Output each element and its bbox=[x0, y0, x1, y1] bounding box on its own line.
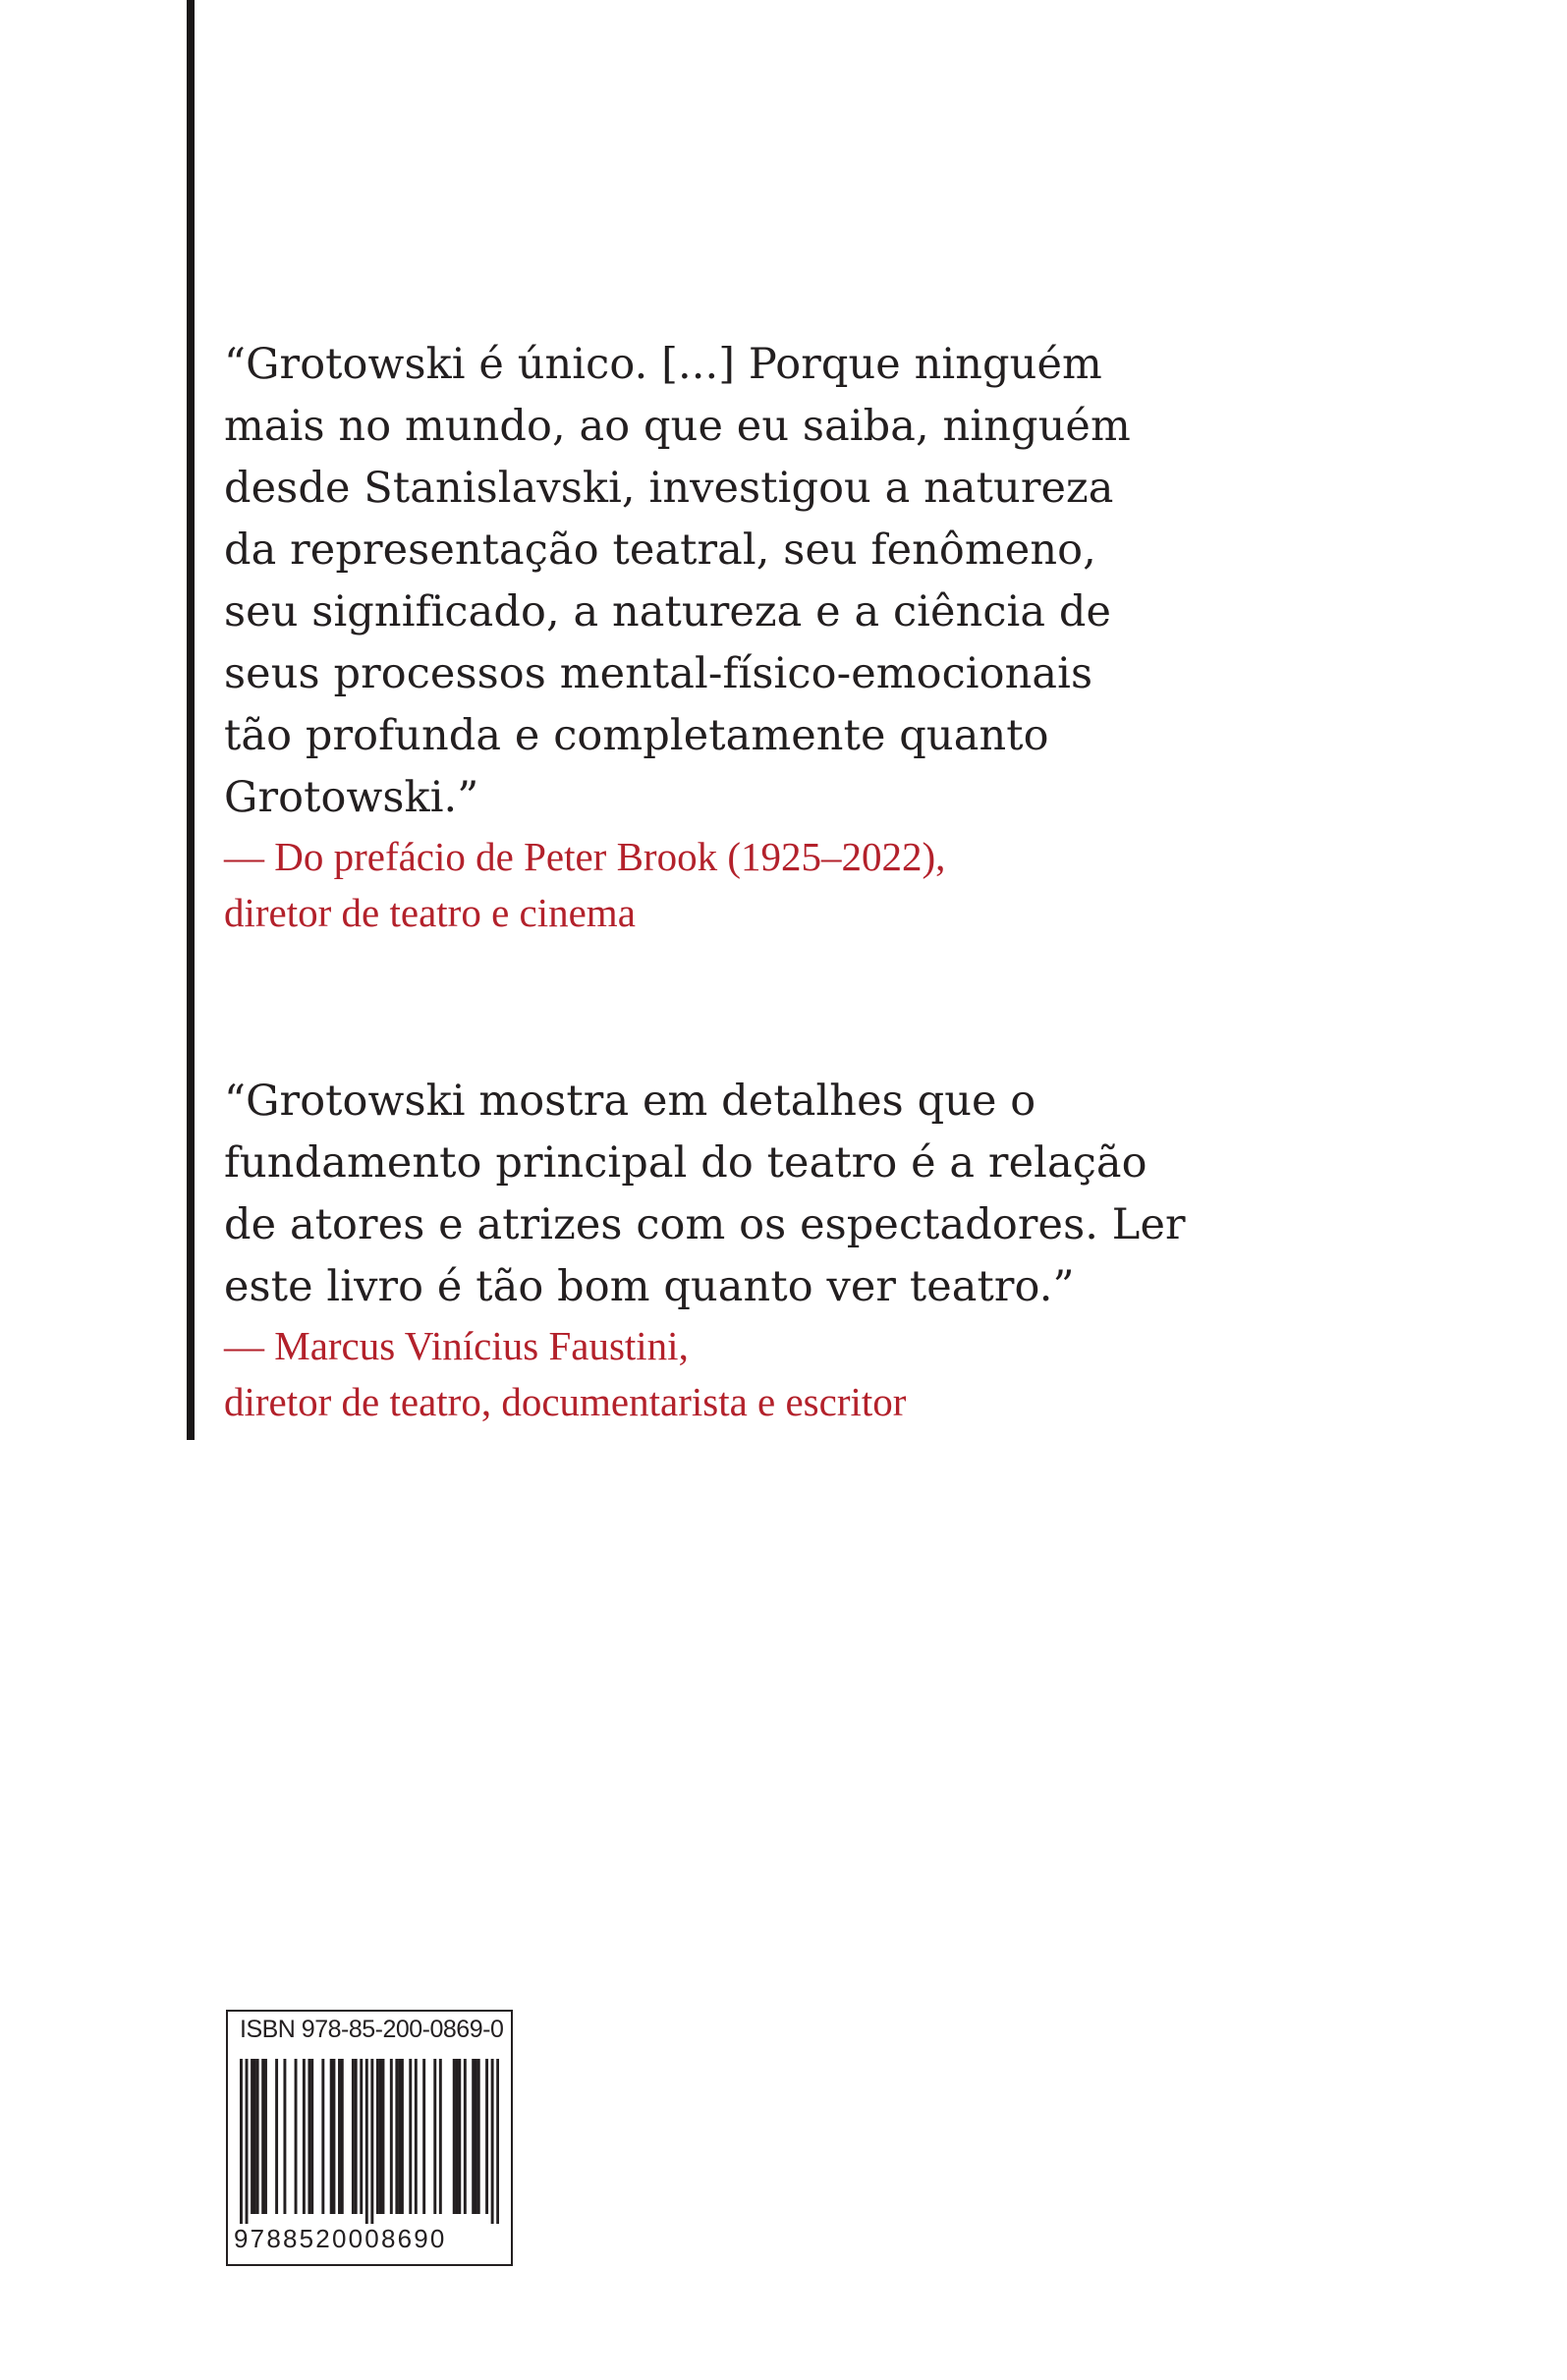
isbn-barcode bbox=[226, 2010, 513, 2266]
barcode-bar bbox=[352, 2059, 355, 2214]
barcode-bar bbox=[310, 2059, 313, 2214]
barcode-bar bbox=[240, 2059, 243, 2224]
vertical-rule bbox=[187, 0, 195, 1440]
barcode-bar bbox=[477, 2059, 480, 2214]
barcode-bar bbox=[491, 2059, 494, 2224]
barcode-bar bbox=[376, 2059, 379, 2214]
quote-line: da representação teatral, seu fenômeno, bbox=[224, 526, 1096, 575]
barcode-bar bbox=[330, 2059, 333, 2214]
quote-attribution: diretor de teatro e cinema bbox=[224, 890, 636, 935]
quote-line: mais no mundo, ao que eu saiba, ninguém bbox=[224, 402, 1131, 451]
barcode-bar bbox=[370, 2059, 373, 2224]
barcode-bar bbox=[409, 2059, 412, 2214]
barcode-bar bbox=[464, 2059, 467, 2214]
barcode-digits: 9788520008690 bbox=[234, 2224, 447, 2253]
barcode-bar bbox=[453, 2059, 456, 2214]
quote-line: fundamento principal do teatro é a relação bbox=[224, 1138, 1147, 1188]
barcode-bar bbox=[246, 2059, 249, 2224]
barcode-bar bbox=[308, 2059, 310, 2214]
barcode-bar bbox=[398, 2059, 401, 2214]
barcode-bar bbox=[283, 2059, 286, 2214]
isbn-label: ISBN 978-85-200-0869-0 bbox=[240, 2016, 504, 2043]
barcode-bar bbox=[253, 2059, 256, 2214]
barcode-bar bbox=[341, 2059, 344, 2214]
barcode-bar bbox=[256, 2059, 259, 2214]
barcode-bar bbox=[303, 2059, 306, 2214]
barcode-bar bbox=[458, 2059, 461, 2214]
barcode-bar bbox=[365, 2059, 368, 2224]
quote-line: seus processos mental-físico-emocionais bbox=[224, 649, 1093, 698]
barcode-bar bbox=[295, 2059, 298, 2214]
quote-marcus-faustini bbox=[224, 1071, 1501, 1430]
quote-peter-brook bbox=[224, 334, 1501, 941]
quote-line: seu significado, a natureza e a ciência de bbox=[224, 587, 1112, 637]
quote-line: “Grotowski mostra em detalhes que o bbox=[224, 1077, 1036, 1126]
barcode-bar bbox=[332, 2059, 335, 2214]
barcode-bar bbox=[379, 2059, 382, 2214]
barcode-bars bbox=[240, 2059, 499, 2224]
barcode-bar bbox=[401, 2059, 404, 2214]
quote-line: tão profunda e completamente quanto bbox=[224, 711, 1049, 760]
barcode-bar bbox=[321, 2059, 324, 2214]
barcode-bar bbox=[422, 2059, 425, 2214]
barcode-bar bbox=[264, 2059, 267, 2214]
barcode-bar bbox=[395, 2059, 398, 2214]
barcode-bar bbox=[261, 2059, 264, 2214]
barcode-bar bbox=[485, 2059, 488, 2214]
quote-line: “Grotowski é único. [...] Porque ninguém bbox=[224, 340, 1102, 389]
barcode-bar bbox=[251, 2059, 253, 2214]
barcode-bar bbox=[496, 2059, 499, 2224]
barcode-bar bbox=[355, 2059, 358, 2214]
quote-attribution: diretor de teatro, documentarista e escritor bbox=[224, 1379, 907, 1424]
quote-line: este livro é tão bom quanto ver teatro.” bbox=[224, 1262, 1075, 1311]
barcode-bar bbox=[433, 2059, 436, 2214]
quote-attribution: — Marcus Vinícius Faustini, bbox=[224, 1323, 689, 1368]
quote-attribution: — Do prefácio de Peter Brook (1925–2022), bbox=[224, 834, 946, 879]
barcode-bar bbox=[390, 2059, 393, 2214]
barcode-bar bbox=[439, 2059, 442, 2214]
barcode-bar bbox=[382, 2059, 385, 2214]
barcode-bar bbox=[475, 2059, 477, 2214]
barcode-bar bbox=[275, 2059, 278, 2214]
barcode-bar bbox=[360, 2059, 363, 2214]
barcode-bar bbox=[456, 2059, 459, 2214]
barcode-bar bbox=[415, 2059, 418, 2214]
quote-line: de atores e atrizes com os espectadores. Ler bbox=[224, 1200, 1186, 1249]
quote-line: desde Stanislavski, investigou a natureza bbox=[224, 464, 1114, 513]
quote-line: Grotowski.” bbox=[224, 773, 479, 822]
barcode-bar bbox=[472, 2059, 475, 2214]
barcode-bar bbox=[338, 2059, 341, 2214]
